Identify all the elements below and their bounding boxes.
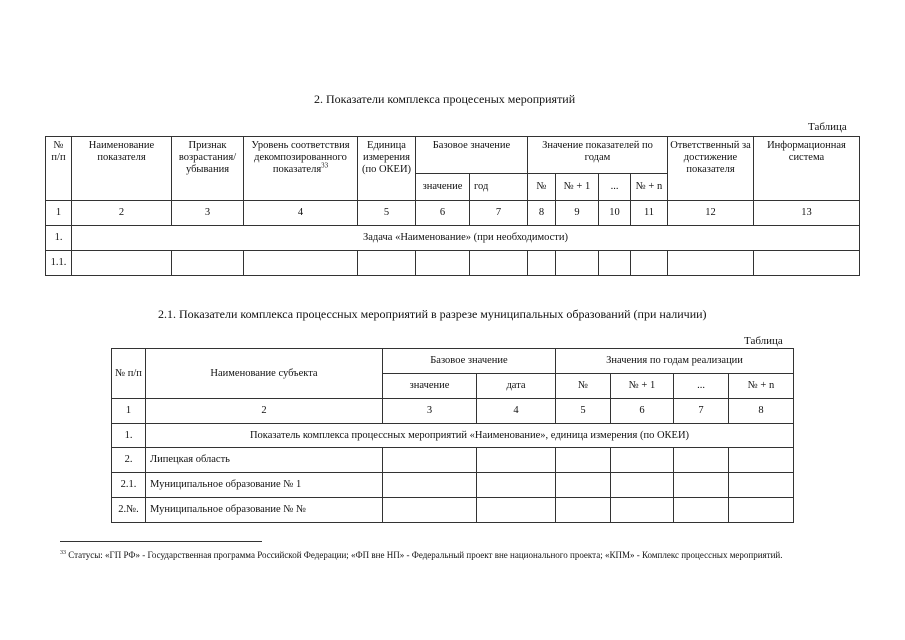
col-number: 6 xyxy=(611,399,674,424)
header-indicator-name: Наименование показателя xyxy=(72,137,172,201)
header-growth-sign: Признак возрастания/ убывания xyxy=(172,137,244,201)
col-number: 9 xyxy=(556,201,599,226)
col-number: 7 xyxy=(470,201,528,226)
col-number: 5 xyxy=(358,201,416,226)
header-year-n1: № + 1 xyxy=(556,174,599,201)
header-unit: Единица измерения (по ОКЕИ) xyxy=(358,137,416,201)
header-year-nn: № + n xyxy=(631,174,668,201)
header-num: № п/п xyxy=(112,349,146,399)
header-subject-name: Наименование субъекта xyxy=(146,349,383,399)
section-1-title: 2. Показатели комплекса процесеных мероприятий xyxy=(314,92,576,106)
col-number: 1 xyxy=(112,399,146,424)
header-year-values: Значения по годам реализации xyxy=(556,349,794,374)
task-row-text: Задача «Наименование» (при необходимости) xyxy=(72,226,860,251)
col-number: 7 xyxy=(674,399,729,424)
task-row xyxy=(46,226,860,251)
header-num: № п/п xyxy=(46,137,72,201)
header-year-nn: № + n xyxy=(729,374,794,399)
col-number: 4 xyxy=(244,201,358,226)
col-number: 8 xyxy=(528,201,556,226)
header-base-value-value: значение xyxy=(383,374,477,399)
col-number: 3 xyxy=(172,201,244,226)
col-number: 2 xyxy=(146,399,383,424)
header-base-value-value: значение xyxy=(416,174,470,201)
sub-row-num: 1.1. xyxy=(46,251,72,276)
footnote-mark: 33 xyxy=(60,550,66,556)
indicator-row-num: 1. xyxy=(112,424,146,448)
table-row xyxy=(112,448,794,473)
col-number: 11 xyxy=(631,201,668,226)
header-year-ellipsis: ... xyxy=(674,374,729,399)
municipal-indicators-table xyxy=(111,348,794,523)
header-level-text: Уровень соответствия декомпозированного показателя xyxy=(251,140,350,175)
section-2-title: 2.1. Показатели комплекса процессных мероприятий в разрезе муниципальных образований (при наличии) xyxy=(158,307,707,321)
col-number: 6 xyxy=(416,201,470,226)
header-info-system: Информационная система xyxy=(754,137,860,201)
header-year-n: № xyxy=(528,174,556,201)
task-row-num: 1. xyxy=(46,226,72,251)
footnote-ref: 33 xyxy=(321,161,329,170)
header-responsible: Ответственный за достижение показателя xyxy=(668,137,754,201)
row-num: 2. xyxy=(112,448,146,473)
header-level xyxy=(244,137,358,201)
row-subject-name: Липецкая область xyxy=(146,448,383,473)
indicator-row xyxy=(112,424,794,448)
indicator-row-text: Показатель комплекса процессных мероприятий «Наименование», единица измерения (по ОКЕИ) xyxy=(146,424,794,448)
col-number: 13 xyxy=(754,201,860,226)
col-number: 4 xyxy=(477,399,556,424)
indicators-table xyxy=(45,136,860,276)
table-row xyxy=(112,473,794,498)
col-number: 3 xyxy=(383,399,477,424)
col-number: 10 xyxy=(599,201,631,226)
footnote xyxy=(60,549,845,561)
row-num: 2.1. xyxy=(112,473,146,498)
header-base-value-year: год xyxy=(470,174,528,201)
header-base-value: Базовое значение xyxy=(383,349,556,374)
table-2-label: Таблица xyxy=(744,335,783,347)
col-number: 12 xyxy=(668,201,754,226)
header-year-n: № xyxy=(556,374,611,399)
footnote-separator xyxy=(60,541,262,542)
header-base-value-date: дата xyxy=(477,374,556,399)
header-base-value: Базовое значение xyxy=(416,137,528,174)
col-number: 5 xyxy=(556,399,611,424)
header-year-values: Значение показателей по годам xyxy=(528,137,668,174)
col-number: 2 xyxy=(72,201,172,226)
column-numbers-row xyxy=(46,201,860,226)
footnote-text: Статусы: «ГП РФ» - Государственная программа Российской Федерации; «ФП вне НП» - Федеральный проект вне национального проекта; «КПМ» - Комплекс процессных мероприятий. xyxy=(68,550,783,560)
table-1-label: Таблица xyxy=(808,121,847,133)
row-subject-name: Муниципальное образование № № xyxy=(146,498,383,523)
header-year-n1: № + 1 xyxy=(611,374,674,399)
col-number: 8 xyxy=(729,399,794,424)
table-row xyxy=(46,251,860,276)
table-row xyxy=(112,498,794,523)
row-subject-name: Муниципальное образование № 1 xyxy=(146,473,383,498)
header-year-ellipsis: ... xyxy=(599,174,631,201)
column-numbers-row xyxy=(112,399,794,424)
col-number: 1 xyxy=(46,201,72,226)
row-num: 2.№. xyxy=(112,498,146,523)
